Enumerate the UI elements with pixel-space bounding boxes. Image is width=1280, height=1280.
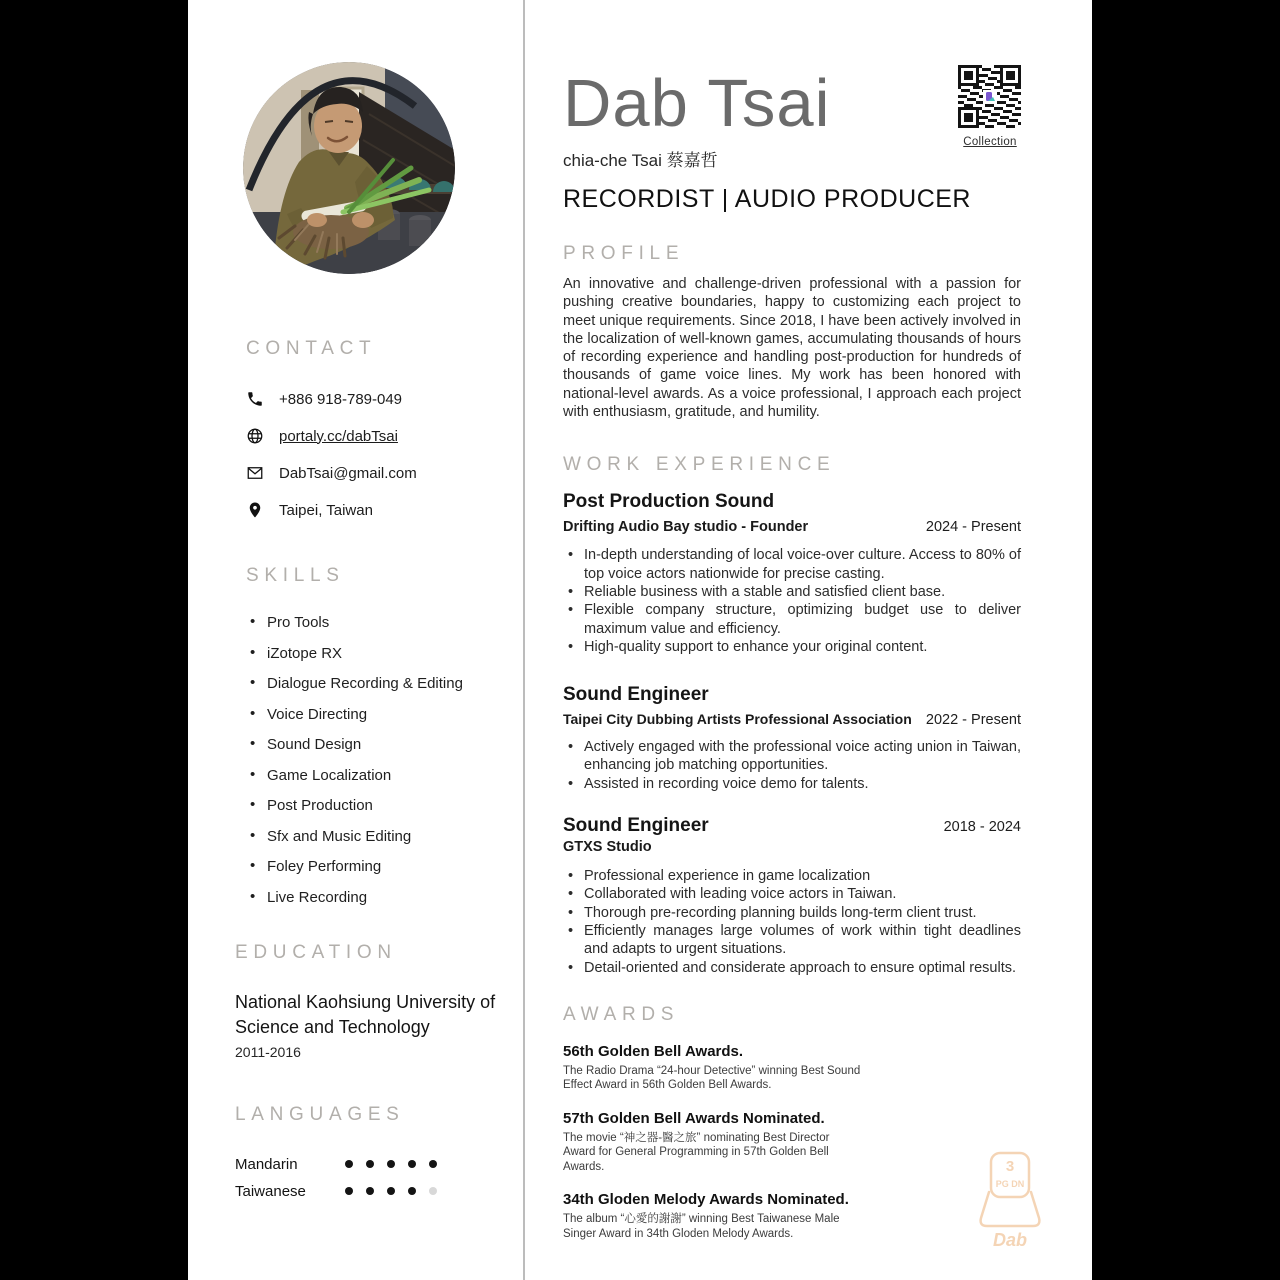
globe-icon <box>246 427 264 445</box>
award-title: 34th Gloden Melody Awards Nominated. <box>563 1191 849 1209</box>
collection-link[interactable]: Collection <box>963 136 1017 148</box>
location-icon <box>246 501 264 519</box>
award-item <box>563 1190 1021 1241</box>
language-name: Taiwanese <box>235 1182 306 1200</box>
languages-list <box>235 1156 523 1200</box>
contact-website <box>246 427 523 445</box>
job-company-row <box>563 519 1021 535</box>
profile-photo <box>243 62 455 274</box>
awards-heading: AWARDS <box>563 1003 680 1025</box>
level-dot <box>429 1187 437 1195</box>
contact-email <box>246 464 523 482</box>
award-title: 57th Golden Bell Awards Nominated. <box>563 1109 825 1127</box>
languages-heading: LANGUAGES <box>235 1103 405 1125</box>
school-name: National Kaohsiung University of Science and Technology <box>235 991 496 1037</box>
keycap-label: PG DN <box>995 1179 1025 1189</box>
keycap-number: 3 <box>1005 1158 1015 1175</box>
award-description: The movie “神之器-醫之旅” nominating Best Director Award for General Programming in 57th Golden Bell Awards. <box>563 1131 830 1173</box>
job-bullet: • Thorough pre-recording planning builds long-term client trust. <box>563 904 1021 922</box>
job-bullet: • Collaborated with leading voice actors in Taiwan. <box>563 885 1021 903</box>
level-dot <box>408 1160 416 1168</box>
job-company-row <box>563 711 1021 728</box>
contact-list <box>246 390 523 519</box>
skills-list <box>250 614 523 907</box>
level-dot <box>366 1160 374 1168</box>
phone-number: +886 918-789-049 <box>279 390 403 408</box>
job-dates: 2018 - 2024 <box>943 819 1021 836</box>
level-dot <box>345 1160 353 1168</box>
job-bullet: • In-depth understanding of local voice-over culture. Access to 80% of top voice actors nationwide for precise casting. <box>563 546 1021 583</box>
contact-location <box>246 501 523 519</box>
job-bullet: • Actively engaged with the professional voice acting union in Taiwan, enhancing job matching opportunities. <box>563 738 1021 775</box>
job-dates: 2024 - Present <box>925 519 1021 536</box>
level-dot <box>387 1187 395 1195</box>
education-heading: EDUCATION <box>235 941 397 963</box>
contact-heading: CONTACT <box>246 338 377 359</box>
award-item <box>563 1042 1021 1093</box>
profile-photo-illustration <box>243 62 455 274</box>
left-sidebar <box>188 0 523 1280</box>
skill-item: • Sfx and Music Editing <box>250 828 523 846</box>
skill-item: • Post Production <box>250 797 523 815</box>
email-address: DabTsai@gmail.com <box>279 464 417 482</box>
skill-item: • Live Recording <box>250 889 523 907</box>
job-bullet: • Efficiently manages large volumes of work within tight deadlines and adapts to urgent situations. <box>563 922 1021 959</box>
skill-item: • iZotope RX <box>250 645 523 663</box>
person-role-title: RECORDIST | AUDIO PRODUCER <box>563 185 971 213</box>
job-title: Sound Engineer <box>563 684 709 706</box>
phone-icon <box>246 390 264 408</box>
award-description: The album “心愛的謝謝” winning Best Taiwanese Male Singer Award in 34th Gloden Melody Awards. <box>563 1213 840 1240</box>
keycap-logo <box>974 1150 1046 1250</box>
person-name: Dab Tsai <box>563 66 831 141</box>
award-description: The Radio Drama “24-hour Detective” winning Best Sound Effect Award in 56th Golden Bell Awards. <box>563 1064 861 1092</box>
person-alt-name: chia-che Tsai 蔡嘉哲 <box>563 151 718 170</box>
mail-icon <box>246 464 264 482</box>
level-dot <box>366 1187 374 1195</box>
job-bullet: • Flexible company structure, optimizing budget use to deliver maximum value and efficiency. <box>563 601 1021 638</box>
job-company: Drifting Audio Bay studio - Founder <box>563 519 809 536</box>
job-bullet: • Detail-oriented and considerate approach to ensure optimal results. <box>563 959 1021 977</box>
job-bullet: • Reliable business with a stable and satisfied client base. <box>563 583 1021 601</box>
contact-phone <box>246 390 523 408</box>
signature-text: Dab <box>992 1230 1028 1250</box>
job-dates: 2022 - Present <box>925 712 1021 729</box>
language-level-dots <box>345 1187 437 1195</box>
job-bullets <box>563 738 1021 793</box>
job-bullet: • Professional experience in game localization <box>563 867 1021 885</box>
language-row <box>235 1183 523 1200</box>
job-title: Post Production Sound <box>563 491 775 513</box>
language-level-dots <box>345 1160 437 1168</box>
skill-item: • Voice Directing <box>250 706 523 724</box>
job-bullet: • Assisted in recording voice demo for talents. <box>563 775 1021 793</box>
main-content <box>563 0 1021 1280</box>
award-item <box>563 1109 1021 1175</box>
job-bullet: • High-quality support to enhance your original content. <box>563 638 1021 656</box>
skill-item: • Game Localization <box>250 767 523 785</box>
level-dot <box>429 1160 437 1168</box>
level-dot <box>408 1187 416 1195</box>
language-name: Mandarin <box>235 1155 298 1173</box>
profile-text: An innovative and challenge-driven professional with a passion for pushing creative boundaries, happy to customizing each project to meet unique requirements. Since 2018, I have been actively involved in the localization of well-known games, accumulating thousands of hours of recording experience and handling post-production for hundreds of thousands of game voice lines. My work has been honored with national-level awards. As a voice professional, I approach each project with enthusiasm, gratitude, and humility. <box>563 276 1021 421</box>
education-years: 2011-2016 <box>235 1043 301 1060</box>
job-bullets <box>563 867 1021 977</box>
level-dot <box>345 1187 353 1195</box>
location-text: Taipei, Taiwan <box>279 501 373 519</box>
qr-center-logo-icon <box>983 90 997 104</box>
award-title: 56th Golden Bell Awards. <box>563 1042 744 1060</box>
resume-page <box>188 0 1092 1280</box>
website-link[interactable]: portaly.cc/dabTsai <box>279 427 398 445</box>
job-company: GTXS Studio <box>563 839 652 856</box>
qr-block <box>954 64 1026 150</box>
qr-code <box>957 64 1023 130</box>
skills-heading: SKILLS <box>246 565 345 586</box>
job-title: Sound Engineer <box>563 815 709 837</box>
job-bullets <box>563 546 1021 656</box>
profile-heading: PROFILE <box>563 243 685 264</box>
skill-item: • Sound Design <box>250 736 523 754</box>
skill-item: • Pro Tools <box>250 614 523 632</box>
work-heading: WORK EXPERIENCE <box>563 454 836 476</box>
language-row <box>235 1156 523 1173</box>
column-divider <box>523 0 525 1280</box>
job-title-row <box>563 814 1021 838</box>
skill-item: • Dialogue Recording & Editing <box>250 675 523 693</box>
level-dot <box>387 1160 395 1168</box>
job-company: Taipei City Dubbing Artists Professional Association <box>563 711 912 728</box>
skill-item: • Foley Performing <box>250 858 523 876</box>
